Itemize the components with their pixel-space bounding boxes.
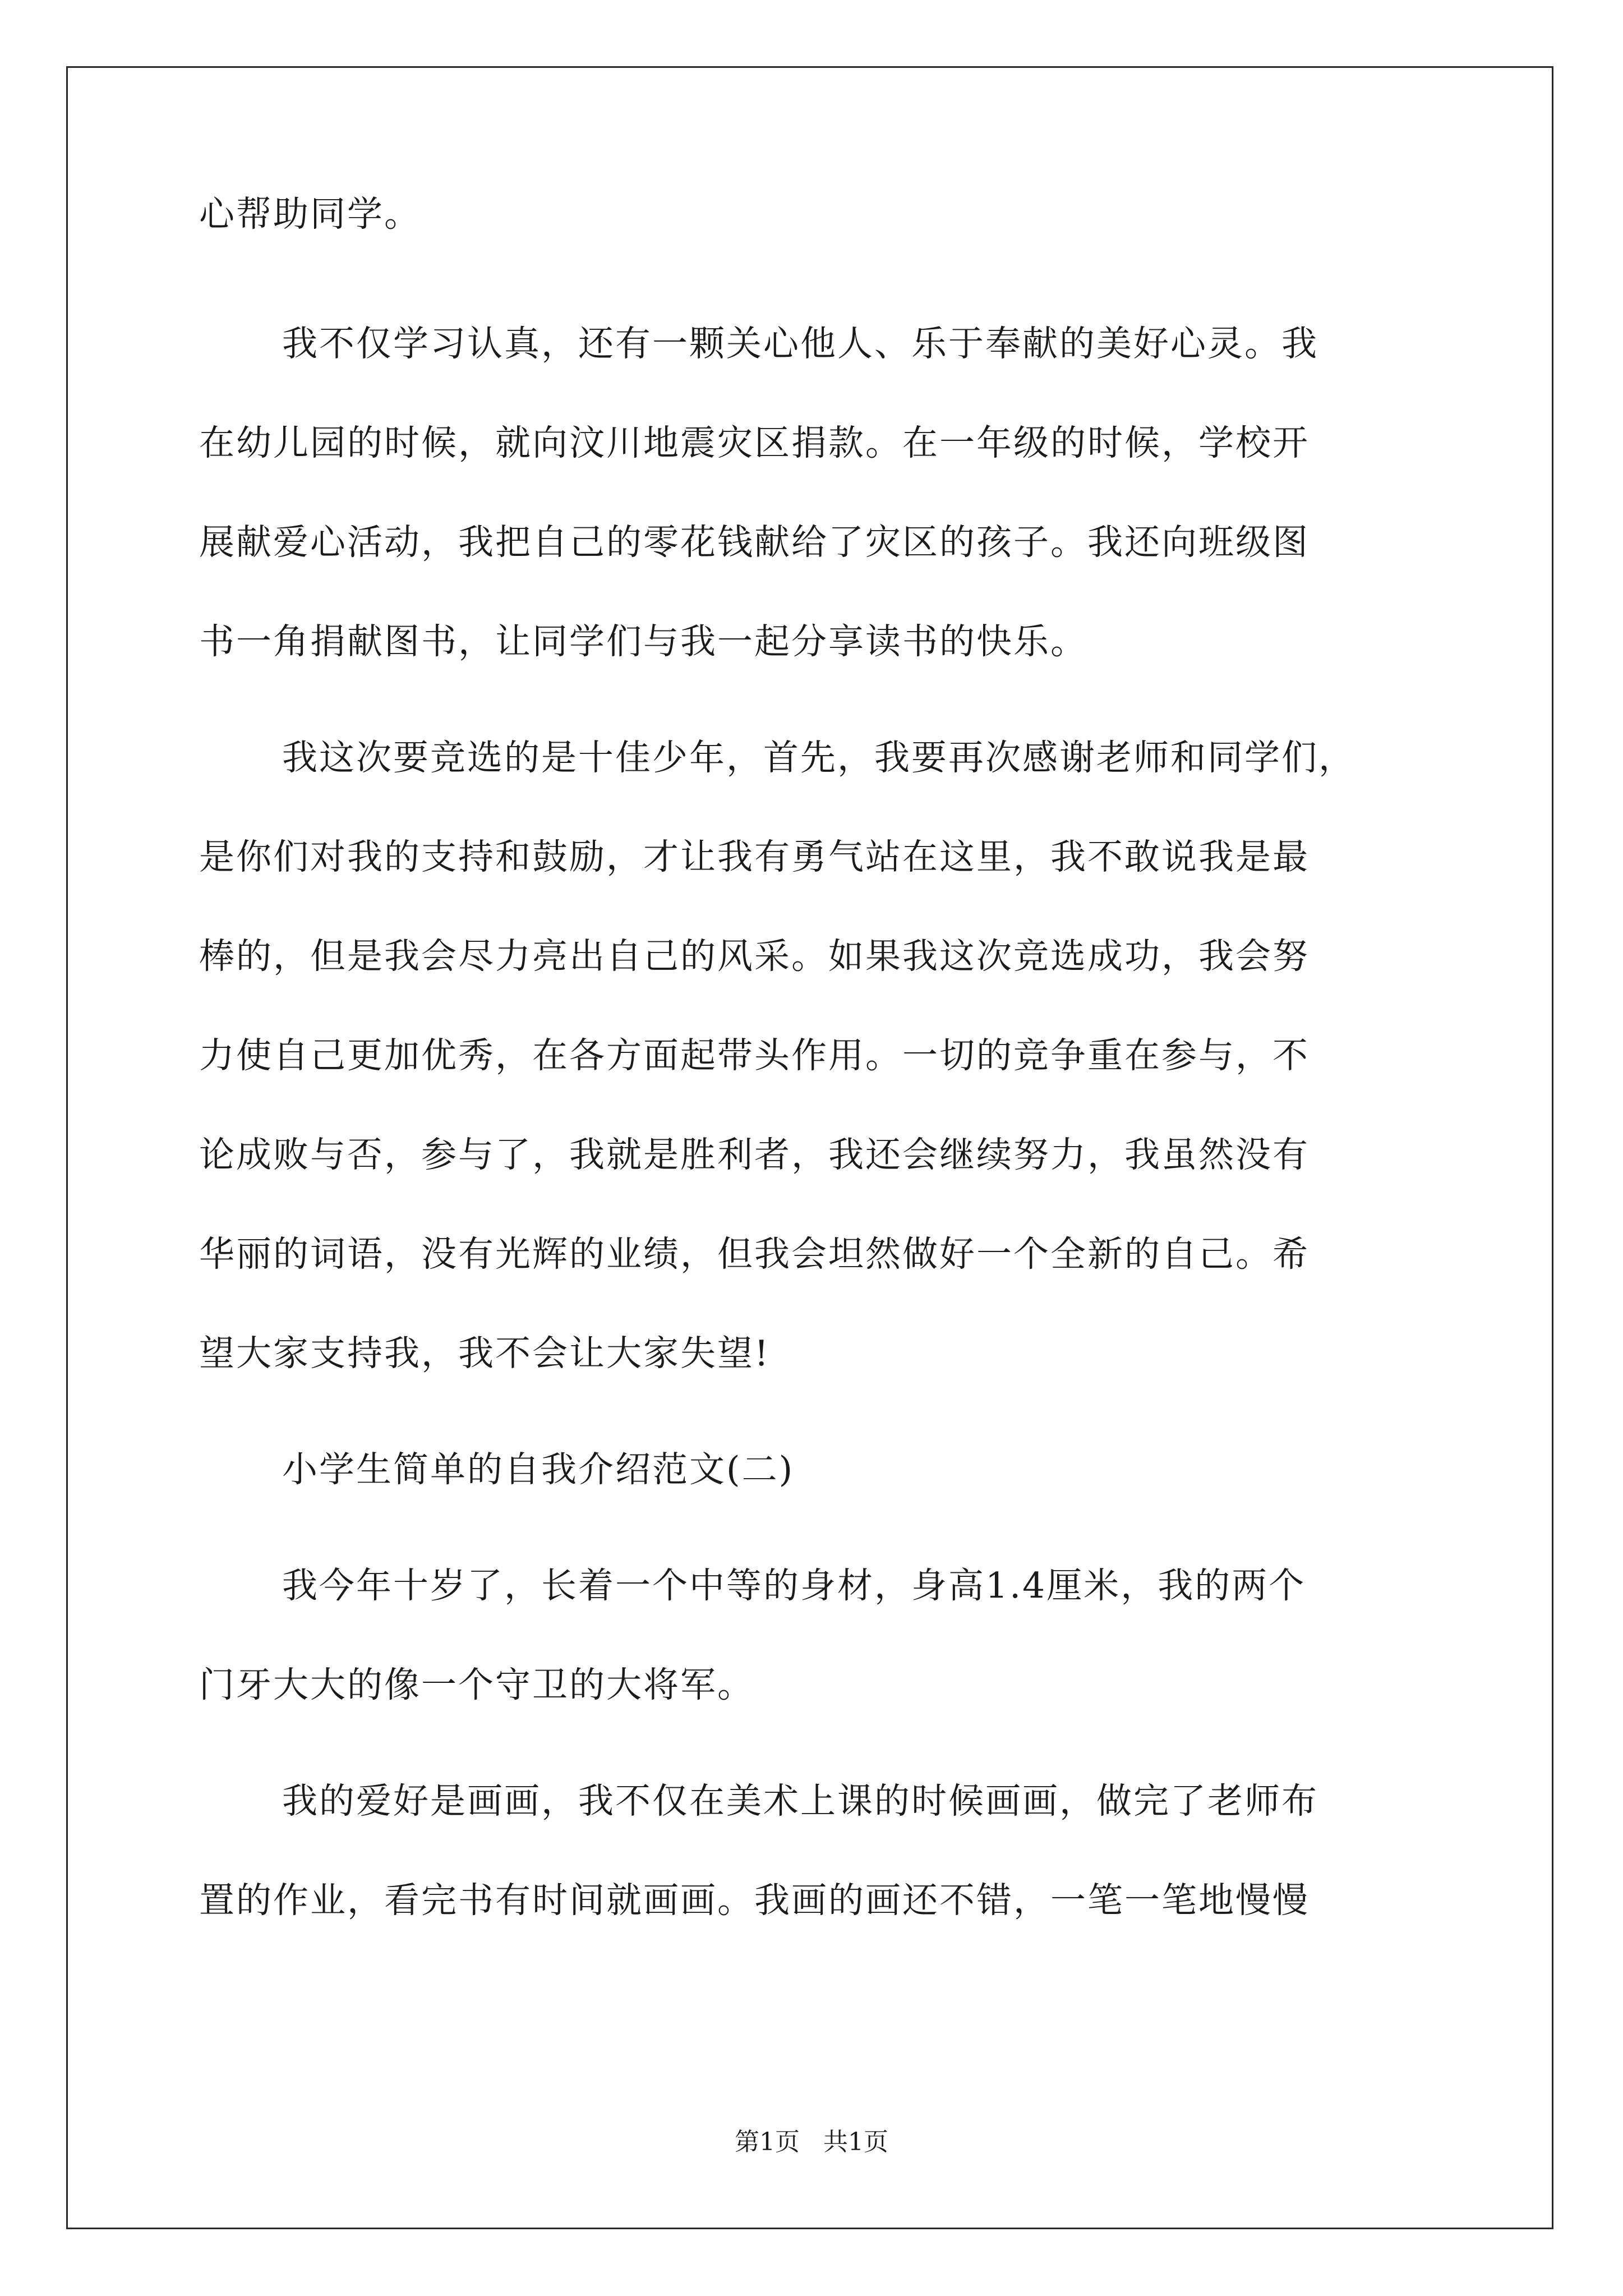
text-line: 力使自己更加优秀，在各方面起带头作用。一切的竞争重在参与，不 bbox=[199, 1035, 1310, 1076]
paragraph-line: 我今年十岁了，长着一个中等的身材，身高1.4厘米，我的两个 bbox=[282, 1565, 1306, 1606]
text-line: 在幼儿园的时候，就向汶川地震灾区捐款。在一年级的时候，学校开 bbox=[199, 422, 1310, 463]
section-heading: 小学生简单的自我介绍范文(二) bbox=[282, 1449, 795, 1490]
paragraph-line: 我的爱好是画画，我不仅在美术上课的时候画画，做完了老师布 bbox=[282, 1780, 1318, 1821]
text-line: 心帮助同学。 bbox=[199, 194, 421, 234]
text-line: 华丽的词语，没有光辉的业绩，但我会坦然做好一个全新的自己。希 bbox=[199, 1234, 1310, 1274]
text-line: 望大家支持我，我不会让大家失望! bbox=[199, 1333, 771, 1374]
text-line: 是你们对我的支持和鼓励，才让我有勇气站在这里，我不敢说我是最 bbox=[199, 836, 1310, 877]
text-line: 书一角捐献图书，让同学们与我一起分享读书的快乐。 bbox=[199, 621, 1087, 662]
text-line: 棒的，但是我会尽力亮出自己的风采。如果我这次竞选成功，我会努 bbox=[199, 936, 1310, 977]
text-line: 门牙大大的像一个守卫的大将军。 bbox=[199, 1664, 754, 1705]
text-line: 论成败与否，参与了，我就是胜利者，我还会继续努力，我虽然没有 bbox=[199, 1134, 1310, 1175]
text-line: 置的作业，看完书有时间就画画。我画的画还不错，一笔一笔地慢慢 bbox=[199, 1880, 1310, 1921]
text-line: 展献爱心活动，我把自己的零花钱献给了灾区的孩子。我还向班级图 bbox=[199, 522, 1310, 563]
page-footer: 第1页 共1页 bbox=[735, 2128, 888, 2156]
paragraph-line: 我不仅学习认真，还有一颗关心他人、乐于奉献的美好心灵。我 bbox=[282, 323, 1318, 364]
paragraph-line: 我这次要竞选的是十佳少年，首先，我要再次感谢老师和同学们， bbox=[282, 737, 1355, 778]
